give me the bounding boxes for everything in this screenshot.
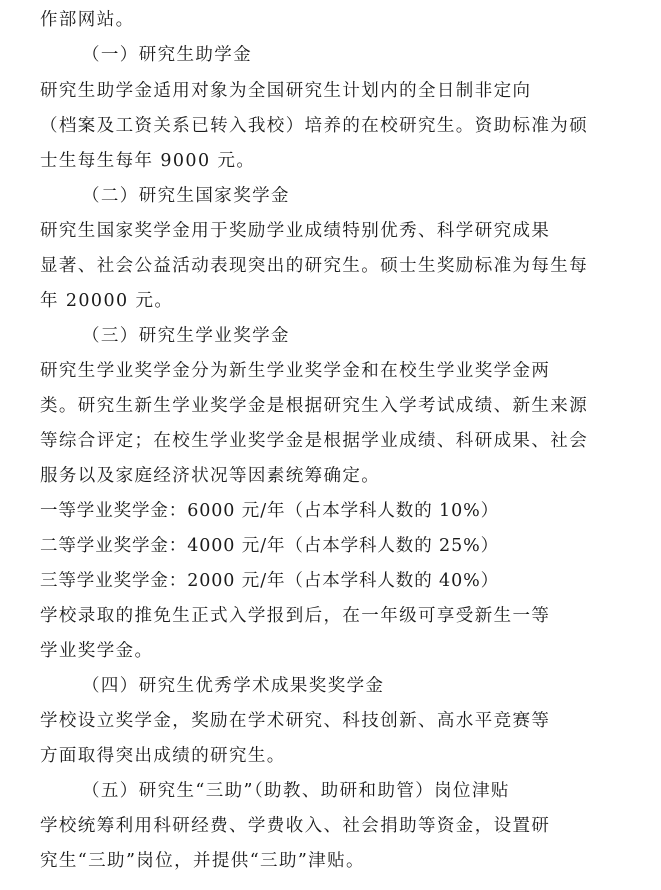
section-heading-4: （四）研究生优秀学术成果奖奖学金 xyxy=(82,676,385,696)
section-heading-2: （二）研究生国家奖学金 xyxy=(82,186,290,206)
scholarship-tier-3: 三等学业奖学金：2000 元/年（占本学科人数的 40%） xyxy=(40,571,500,591)
paragraph-line: 学校录取的推免生正式入学报到后，在一年级可享受新生一等 xyxy=(40,606,551,626)
scholarship-tier-2: 二等学业奖学金：4000 元/年（占本学科人数的 25%） xyxy=(40,536,500,556)
paragraph-line: 研究生学业奖学金分为新生学业奖学金和在校生学业奖学金两 xyxy=(40,361,551,381)
paragraph-line: 学业奖学金。 xyxy=(40,641,154,661)
section-heading-5: （五）研究生“三助”（助教、助研和助管）岗位津贴 xyxy=(82,781,510,801)
paragraph-line: 研究生助学金适用对象为全国研究生计划内的全日制非定向 xyxy=(40,81,532,101)
paragraph-line: 年 20000 元。 xyxy=(40,291,174,311)
paragraph-line: 士生每生每年 9000 元。 xyxy=(40,151,256,171)
paragraph-line: 等综合评定；在校生学业奖学金是根据学业成绩、科研成果、社会 xyxy=(40,431,589,451)
paragraph-line: 显著、社会公益活动表现突出的研究生。硕士生奖励标准为每生每 xyxy=(40,256,589,276)
paragraph-line: 类。研究生新生学业奖学金是根据研究生入学考试成绩、新生来源 xyxy=(40,396,589,416)
section-heading-3: （三）研究生学业奖学金 xyxy=(82,326,290,346)
paragraph-line: 研究生国家奖学金用于奖励学业成绩特别优秀、科学研究成果 xyxy=(40,221,551,241)
paragraph-line: 学校统筹利用科研经费、学费收入、社会捐助等资金，设置研 xyxy=(40,816,551,836)
text-line: 作部网站。 xyxy=(40,10,135,30)
scholarship-tier-1: 一等学业奖学金：6000 元/年（占本学科人数的 10%） xyxy=(40,501,500,521)
paragraph-line: 方面取得突出成绩的研究生。 xyxy=(40,746,286,766)
paragraph-line: 学校设立奖学金，奖励在学术研究、科技创新、高水平竞赛等 xyxy=(40,711,551,731)
paragraph-line: （档案及工资关系已转入我校）培养的在校研究生。资助标准为硕 xyxy=(40,116,589,136)
paragraph-line: 服务以及家庭经济状况等因素统筹确定。 xyxy=(40,466,381,486)
section-heading-1: （一）研究生助学金 xyxy=(82,45,253,65)
paragraph-line: 究生“三助”岗位，并提供“三助”津贴。 xyxy=(40,851,365,871)
